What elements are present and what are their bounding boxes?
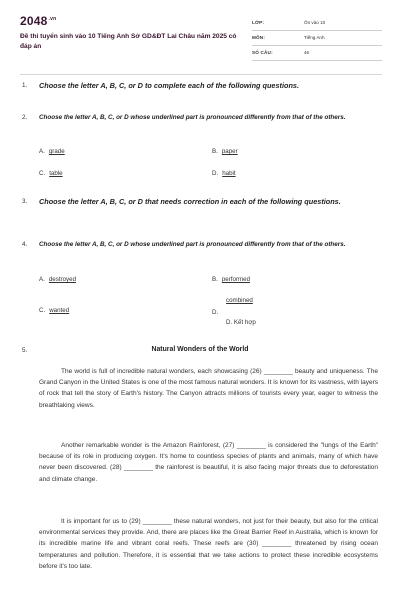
passage-title: Natural Wonders of the World [151, 346, 249, 353]
option-letter: A. [39, 148, 45, 155]
option-text: table [49, 170, 63, 177]
meta-value: Ôn vào 10 [304, 20, 326, 25]
option-note: D. Kết hợp [226, 319, 256, 326]
question-number: 4. [22, 241, 28, 248]
brand-suffix: .vn [48, 16, 57, 22]
meta-row-class [252, 16, 382, 31]
meta-value: 46 [304, 50, 310, 55]
question-text: Choose the letter A, B, C, or D to complete each of the following questions. [39, 81, 300, 90]
option-text: habit [222, 170, 236, 177]
option-a[interactable] [39, 148, 65, 155]
passage-paragraph-1: The world is full of incredible natural wonders, each showcasing (26) ________ beauty and uniqueness. The Grand Canyon in the United States is one of the most famous natural wonders. It is known for its vastness, with layers of rock that tell the story of Earth's history. The Canyon attracts millions of tourists every year, eager to witness the breathtaking views. [39, 368, 378, 409]
meta-label: LỚP: [252, 20, 265, 25]
option-letter: B. [212, 148, 218, 155]
option-letter: D. [212, 170, 219, 177]
option-text: combined [226, 297, 253, 304]
option-c[interactable] [39, 170, 63, 177]
option-letter: D. [212, 309, 219, 316]
option-letter: A. [39, 276, 45, 283]
question-number: 1. [22, 82, 28, 89]
exam-meta [252, 16, 382, 61]
passage-paragraph-2: Another remarkable wonder is the Amazon Rainforest, (27) ________ is considered the "lungs of the Earth" because of its role in producing oxygen. It's home to countless species of plants and animals, many of which have never been discovered. (28) ________ the rainforest is beautiful, it is also facing major threats due to deforestation and climate change. [39, 442, 378, 483]
question-number: 2. [22, 114, 28, 121]
option-letter: B. [212, 276, 218, 283]
option-b[interactable] [212, 148, 238, 155]
meta-value: Tiếng Anh [304, 35, 325, 40]
meta-label: MÔN: [252, 35, 266, 40]
exam-title: Đề thi tuyển sinh vào 10 Tiếng Anh Sở GD&ĐT Lai Châu năm 2025 có đáp án [20, 33, 237, 50]
header-divider [20, 74, 382, 75]
question-text: Choose the letter A, B, C, or D whose underlined part is pronounced differently from that of the others. [39, 241, 346, 248]
question-number: 3. [22, 198, 28, 205]
passage-paragraph-3: It is important for us to (29) ________ these natural wonders, not just for their beauty, but also for the critical environmental services they provide. And, there are places like the Great Barrier Reef in Australia, which is known for its incredible marine life and vibrant coral reefs. These reefs are (30) ________ threatened by rising ocean temperatures and pollution. Therefore, it is essential that we take actions to protect these incredible ecosystems before it's too late. [39, 518, 378, 570]
option-text: grade [48, 148, 65, 155]
option-letter: C. [39, 307, 46, 314]
question-number: 5. [22, 347, 28, 354]
option-text: wanted [49, 307, 70, 314]
question-text: Choose the letter A, B, C, or D that needs correction in each of the following questions. [39, 197, 341, 206]
option-d[interactable] [212, 170, 236, 177]
option-text: performed [221, 276, 251, 283]
site-logo[interactable] [20, 14, 56, 28]
option-b[interactable] [212, 276, 250, 283]
option-c[interactable] [39, 307, 69, 314]
option-letter: C. [39, 170, 46, 177]
meta-row-count [252, 46, 382, 61]
option-text: paper [221, 148, 238, 155]
option-text: destroyed [48, 276, 77, 283]
question-text: Choose the letter A, B, C, or D whose underlined part is pronounced differently from that of the others. [39, 114, 346, 121]
brand-name: 2048 [20, 14, 48, 28]
option-a[interactable] [39, 276, 76, 283]
meta-row-subject [252, 31, 382, 46]
meta-label: SỐ CÂU: [252, 50, 273, 55]
page-header [20, 12, 382, 70]
